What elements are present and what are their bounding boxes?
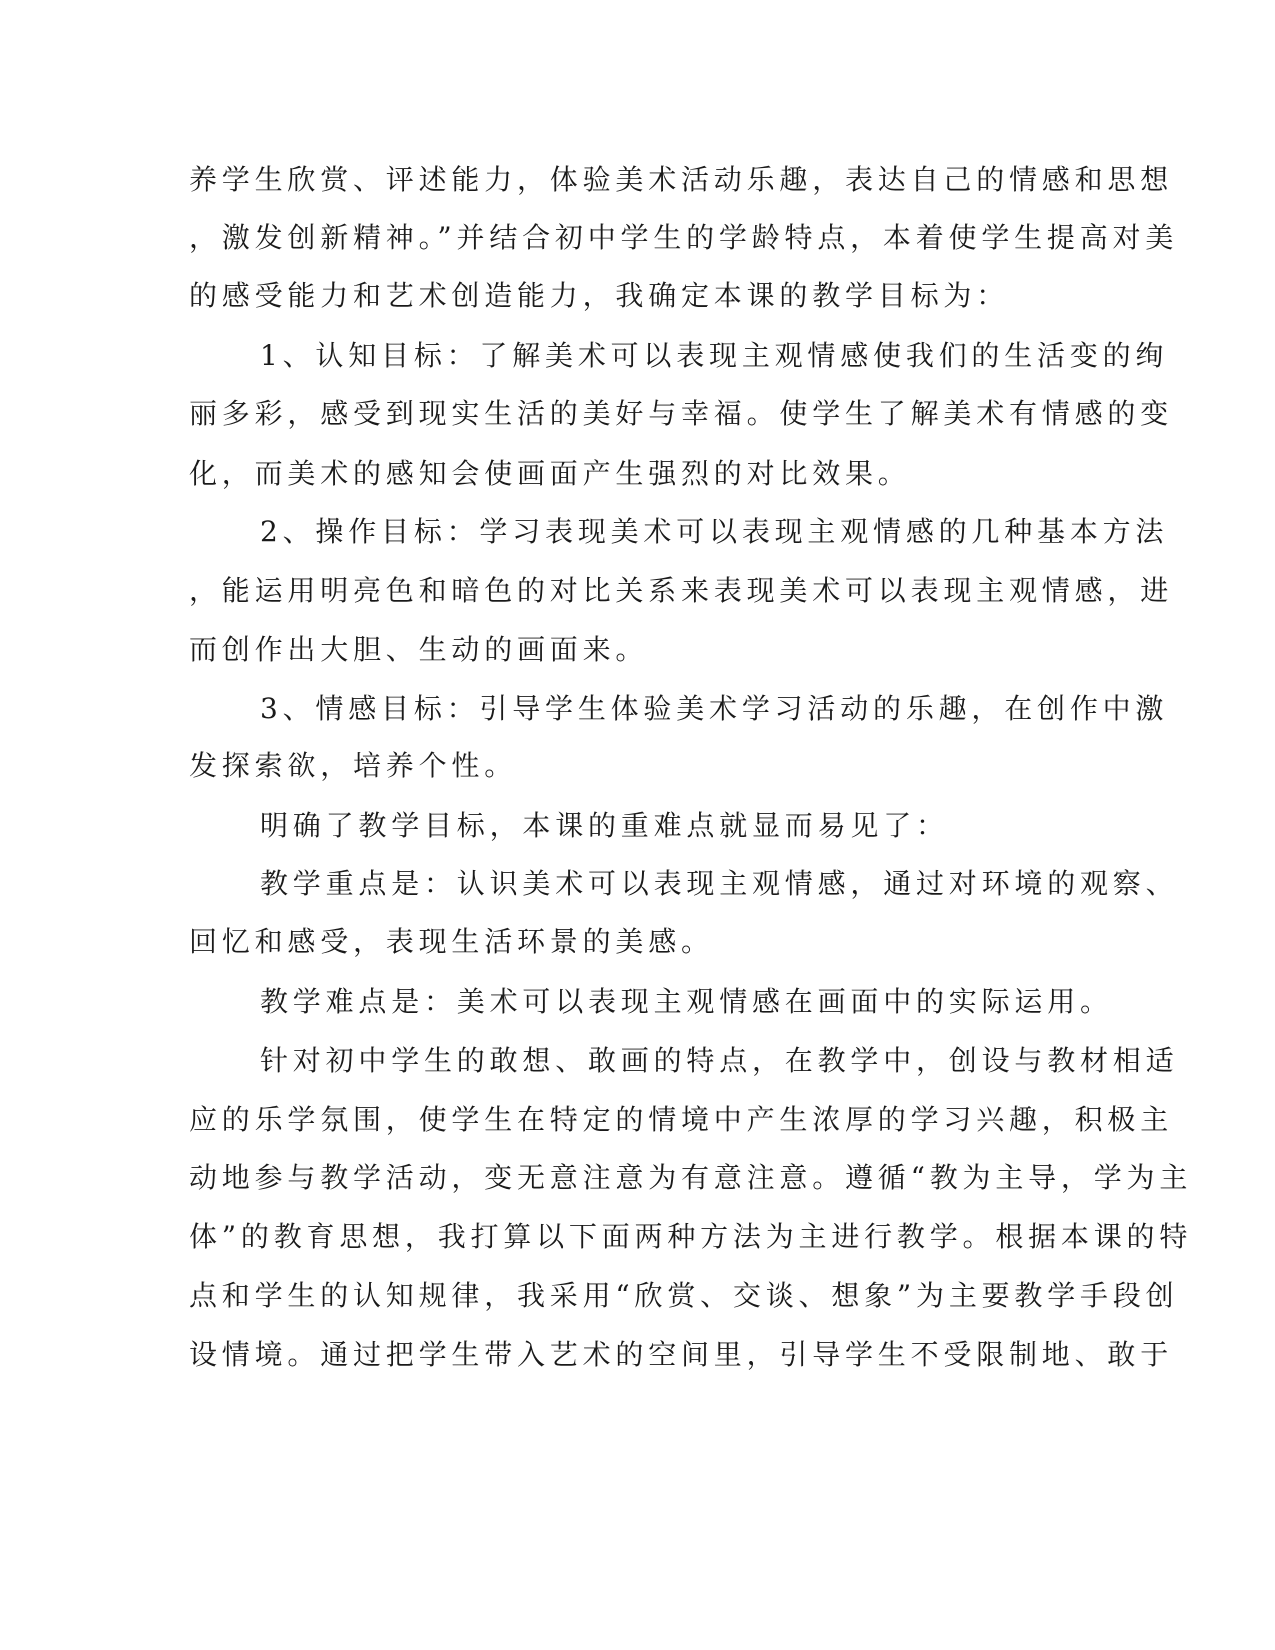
text-line: 动地参与教学活动，变无意注意为有意注意。遵循“教为主导，学为主 [189, 1161, 1193, 1194]
text-line: ，能运用明亮色和暗色的对比关系来表现美术可以表现主观情感，进 [189, 574, 1174, 607]
text-line: 而创作出大胆、生动的画面来。 [189, 633, 649, 666]
text-line: 3、情感目标：引导学生体验美术学习活动的乐趣，在创作中激 [260, 692, 1169, 725]
text-line: 的感受能力和艺术创造能力，我确定本课的教学目标为： [189, 279, 1010, 312]
text-line: 养学生欣赏、评述能力，体验美术活动乐趣，表达自己的情感和思想 [189, 163, 1174, 196]
text-line: 针对初中学生的敢想、敢画的特点，在教学中，创设与教材相适 [260, 1044, 1179, 1077]
text-line: ，激发创新精神。”并结合初中学生的学龄特点，本着使学生提高对美 [189, 221, 1179, 254]
text-line: 设情境。通过把学生带入艺术的空间里，引导学生不受限制地、敢于 [189, 1338, 1174, 1371]
text-line: 1、认知目标：了解美术可以表现主观情感使我们的生活变的绚 [260, 339, 1169, 372]
text-line: 体”的教育思想，我打算以下面两种方法为主进行教学。根据本课的特 [189, 1220, 1193, 1253]
text-line: 明确了教学目标，本课的重难点就显而易见了： [260, 809, 949, 842]
text-line: 化，而美术的感知会使画面产生强烈的对比效果。 [189, 457, 911, 490]
text-line: 丽多彩，感受到现实生活的美好与幸福。使学生了解美术有情感的变 [189, 397, 1174, 430]
text-line: 教学重点是：认识美术可以表现主观情感，通过对环境的观察、 [260, 867, 1179, 900]
text-line: 发探索欲，培养个性。 [189, 749, 518, 782]
text-line: 回忆和感受，表现生活环景的美感。 [189, 925, 714, 958]
text-line: 应的乐学氛围，使学生在特定的情境中产生浓厚的学习兴趣，积极主 [189, 1103, 1174, 1136]
text-line: 2、操作目标：学习表现美术可以表现主观情感的几种基本方法 [260, 515, 1169, 548]
text-line: 点和学生的认知规律，我采用“欣赏、交谈、想象”为主要教学手段创 [189, 1279, 1179, 1312]
text-line: 教学难点是：美术可以表现主观情感在画面中的实际运用。 [260, 985, 1113, 1018]
